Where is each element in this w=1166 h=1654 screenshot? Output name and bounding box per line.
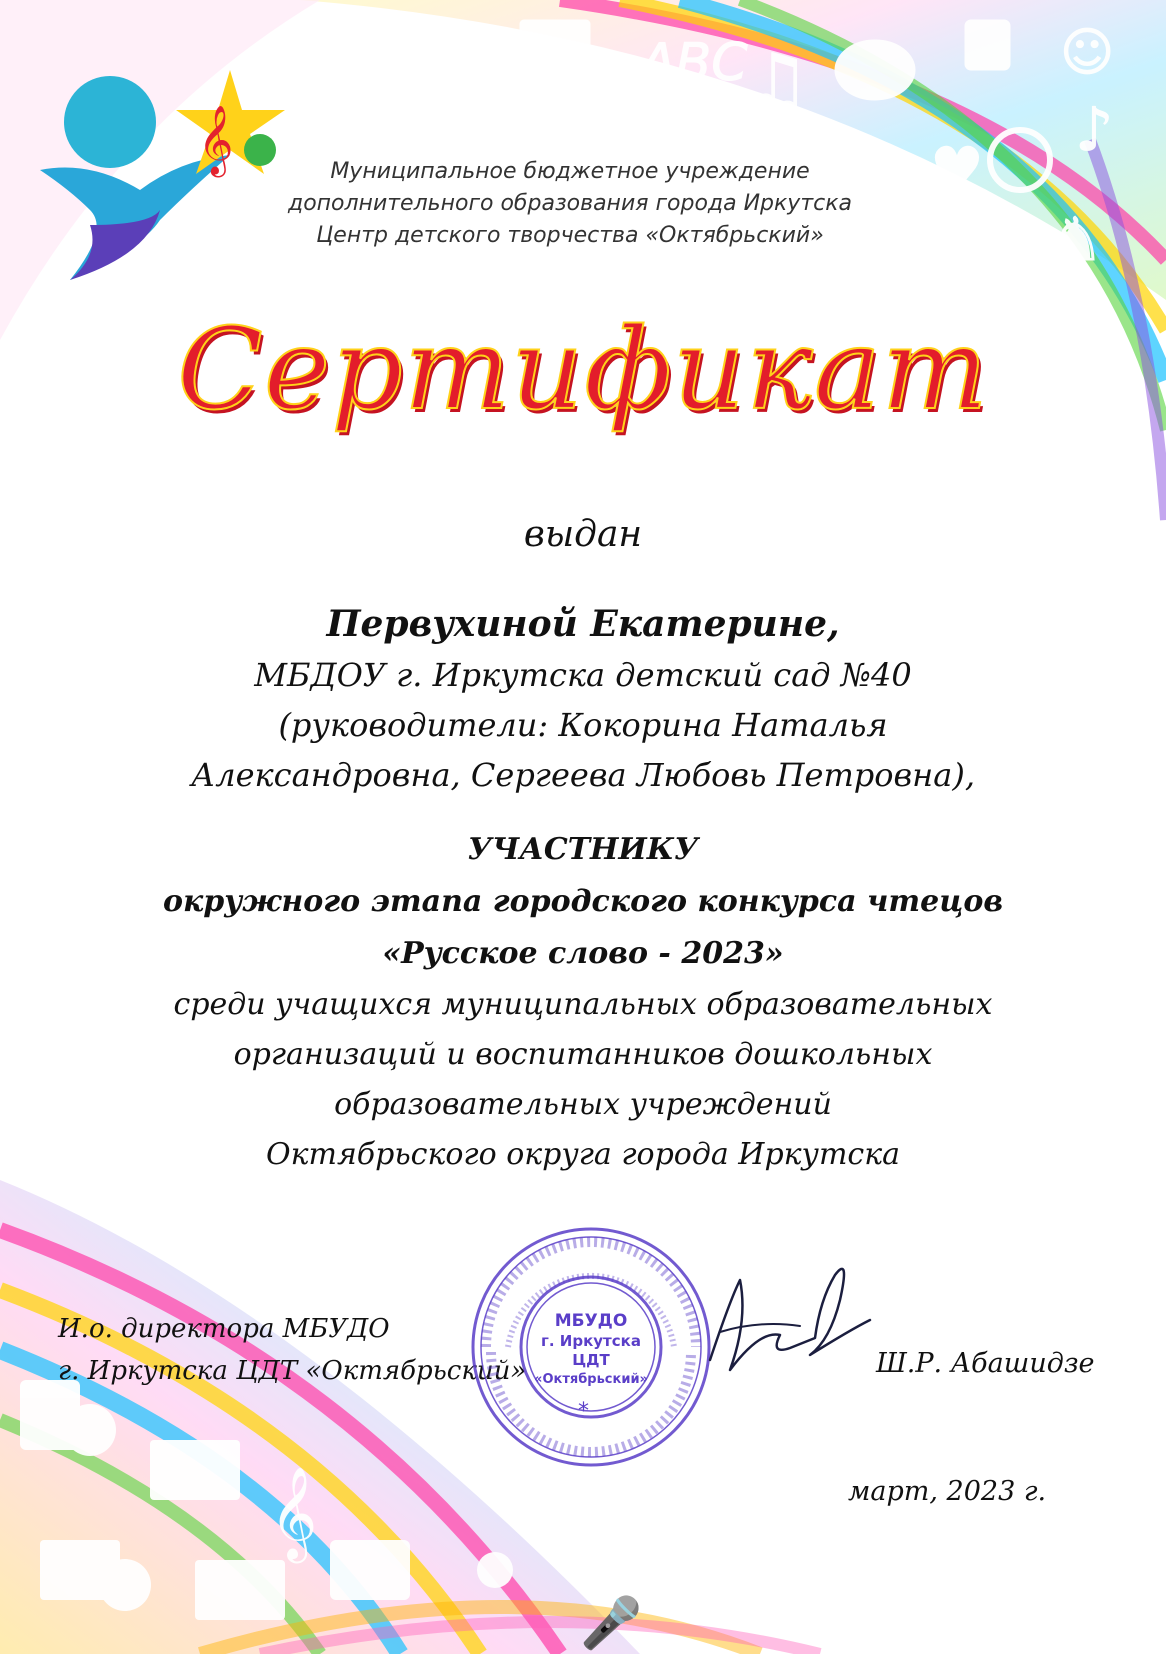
signatory-title-line: г. Иркутска ЦДТ «Октябрьский» <box>58 1356 527 1386</box>
certificate-date: март, 2023 г. <box>848 1476 1047 1507</box>
recipient-leaders-line: Александровна, Сергеева Любовь Петровна), <box>191 756 975 794</box>
microphone-icon: 🎤 <box>580 1594 643 1652</box>
signatory-title <box>58 1308 526 1392</box>
handwritten-signature <box>700 1260 880 1390</box>
chess-icon: ♞ <box>1050 205 1104 275</box>
stamp-text: МБУДО <box>554 1311 628 1331</box>
award-description-line: организаций и воспитанников дошкольных <box>233 1037 933 1072</box>
music-note-icon: ♫ <box>745 38 810 122</box>
award-description-line: среди учащихся муниципальных образовательных <box>173 987 993 1022</box>
award-description-line: образовательных учреждений <box>334 1087 832 1122</box>
header-line: Центр детского творчества «Октябрьский» <box>316 223 824 248</box>
abc-icon: ABC <box>640 33 748 93</box>
award-description-line: Октябрьского округа города Иркутска <box>265 1137 901 1172</box>
theater-masks-icon: ☺ <box>1060 23 1115 83</box>
computer-icon <box>150 1440 240 1500</box>
issued-label: выдан <box>523 514 643 555</box>
open-book-icon <box>195 1560 285 1620</box>
treble-clef-icon: 𝄞 <box>198 105 234 175</box>
certificate-title: Сертификат <box>177 305 989 435</box>
palette-icon-bottom <box>64 1404 116 1456</box>
recipient-name: Первухиной Екатерине, <box>326 603 840 645</box>
violin-icon: ♪ <box>1075 95 1114 165</box>
stamp-text: ЦДТ <box>572 1351 610 1369</box>
award-status: УЧАСТНИКУ <box>467 832 699 867</box>
robot-arm-icon <box>330 1540 410 1600</box>
award-stage: окружного этапа городского конкурса чтецов <box>162 884 1004 919</box>
karate-head-icon <box>477 1552 513 1588</box>
signatory-title-line: И.о. директора МБУДО <box>58 1314 390 1344</box>
music-circle-icon <box>99 1559 151 1611</box>
dancers-icon: ♥ <box>930 135 984 205</box>
treble-clef-icon-bottom: 𝄞 <box>270 1466 318 1559</box>
award-contest-name: «Русское слово - 2023» <box>382 936 784 971</box>
header-line: дополнительного образования города Иркутска <box>287 191 853 216</box>
signatory-name: Ш.Р. Абашидзе <box>876 1348 1095 1379</box>
official-stamp <box>466 1222 716 1472</box>
stamp-star-icon: * <box>578 1399 589 1424</box>
stamp-text: г. Иркутска <box>541 1332 641 1350</box>
recipient-institution: МБДОУ г. Иркутска детский сад №40 <box>254 656 912 694</box>
recipient-leaders-line: (руководители: Кокорина Наталья <box>278 706 888 744</box>
stamp-text: «Октябрьский» <box>534 1372 648 1387</box>
header-line: Муниципальное бюджетное учреждение <box>330 159 810 184</box>
